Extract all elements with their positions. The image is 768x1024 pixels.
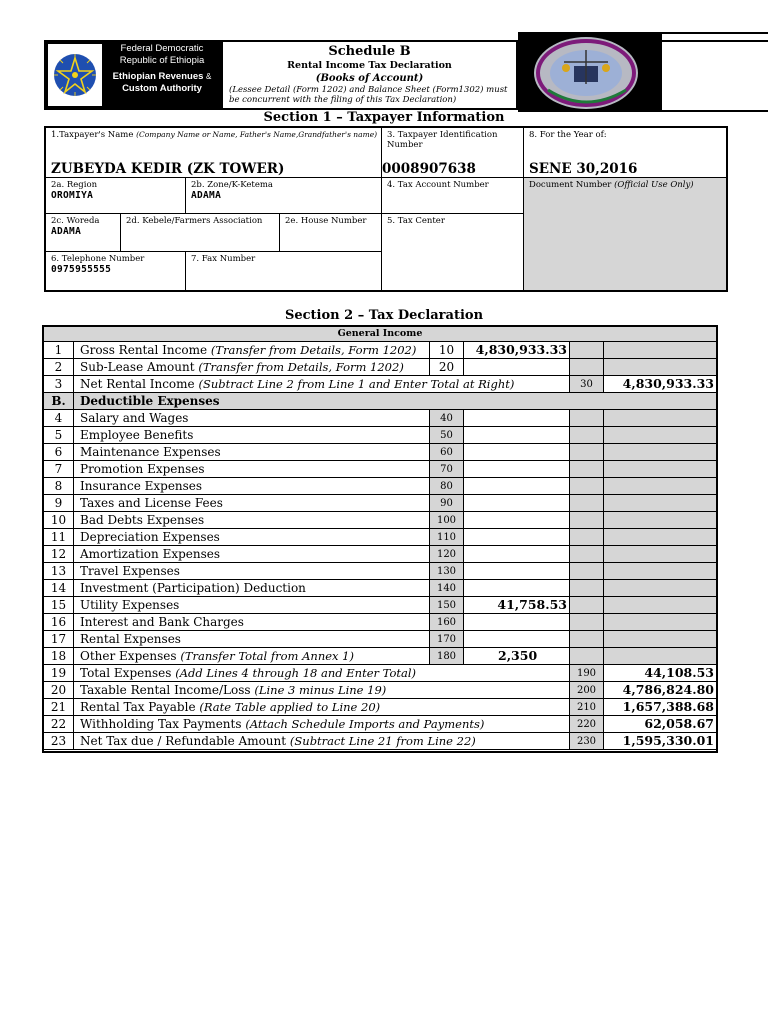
general-income-header: General Income: [44, 327, 716, 342]
shaded-cell: [604, 614, 716, 631]
line-description: [74, 614, 430, 631]
line-label: Rental Tax Payable: [80, 700, 196, 714]
shaded-cell: [604, 359, 716, 376]
line-number: 9: [44, 495, 74, 512]
shaded-cell: [604, 444, 716, 461]
line-code: 150: [430, 597, 464, 614]
line-description: [74, 563, 430, 580]
shaded-cell: [570, 529, 604, 546]
agency-name-1: Ethiopian Revenues: [112, 71, 204, 82]
line-code: 40: [430, 410, 464, 427]
line-number: 21: [44, 699, 74, 716]
region-cell[interactable]: [46, 178, 186, 214]
shaded-cell: [570, 546, 604, 563]
line-code: 20: [430, 359, 464, 376]
taxpayer-name-hint: (Company Name or Name, Father's Name,Grandfather's name): [136, 130, 378, 139]
books-of-account: (Books of Account): [315, 73, 424, 84]
line-row-22: [44, 716, 716, 733]
tax-center-cell[interactable]: [382, 214, 524, 290]
line-number: 8: [44, 478, 74, 495]
house-number-cell[interactable]: [280, 214, 382, 252]
line-row-10: [44, 512, 716, 529]
line-row-17: [44, 631, 716, 648]
line-description: [74, 733, 570, 750]
line-description: [74, 376, 570, 393]
woreda-value: ADAMA: [51, 226, 82, 237]
line-label: Withholding Tax Payments: [80, 717, 242, 731]
taxpayer-name-cell[interactable]: [46, 128, 382, 178]
form-title: Rental Income Tax Declaration: [287, 60, 452, 71]
line-amount-field[interactable]: 2,350: [464, 648, 570, 665]
line-hint: (Line 3 minus Line 19): [254, 683, 387, 697]
shaded-cell: [604, 342, 716, 359]
line-number: 17: [44, 631, 74, 648]
line-number: 22: [44, 716, 74, 733]
line-amount-field[interactable]: [464, 410, 570, 427]
tax-account-label: 4. Tax Account Number: [387, 180, 489, 190]
shaded-cell: [570, 512, 604, 529]
line-row-8: [44, 478, 716, 495]
line-code: 70: [430, 461, 464, 478]
tin-cell[interactable]: [382, 128, 524, 178]
line-label: Taxable Rental Income/Loss: [80, 683, 251, 697]
telephone-cell[interactable]: [46, 252, 186, 290]
house-number-label: 2e. House Number: [285, 216, 367, 226]
form-title-block: [222, 40, 518, 110]
line-label: Other Expenses: [80, 649, 177, 663]
taxpayer-name-value: ZUBEYDA KEDIR (ZK TOWER): [51, 161, 285, 177]
taxpayer-information-box: [44, 126, 728, 292]
shaded-cell: [604, 648, 716, 665]
line-label: Taxes and License Fees: [80, 496, 223, 510]
line-number: 13: [44, 563, 74, 580]
line-label: Interest and Bank Charges: [80, 615, 244, 629]
zone-label: 2b. Zone/K-Ketema: [191, 180, 273, 190]
line-amount-field[interactable]: 4,830,933.33: [464, 342, 570, 359]
line-amount-field[interactable]: [464, 359, 570, 376]
line-description: [74, 699, 570, 716]
line-label: Net Rental Income: [80, 377, 195, 391]
line-description: [74, 461, 430, 478]
schedule-title: Schedule B: [328, 44, 411, 59]
tax-year-cell[interactable]: [524, 128, 726, 178]
line-hint: (Transfer from Details, Form 1202): [210, 343, 417, 357]
section-letter: B.: [44, 393, 74, 410]
line-row-6: [44, 444, 716, 461]
line-code: 220: [570, 716, 604, 733]
shaded-cell: [604, 529, 716, 546]
line-description: [74, 342, 430, 359]
line-label: Total Expenses: [80, 666, 172, 680]
shaded-cell: [570, 614, 604, 631]
line-total-field[interactable]: 4,786,824.80: [604, 682, 716, 699]
line-description: [74, 716, 570, 733]
line-row-16: [44, 614, 716, 631]
agency-name-2: Custom Authority: [122, 83, 202, 94]
line-amount-field[interactable]: [464, 563, 570, 580]
line-total-field[interactable]: 62,058.67: [604, 716, 716, 733]
line-row-4: [44, 410, 716, 427]
line-total-field[interactable]: 44,108.53: [604, 665, 716, 682]
form-header: [44, 40, 728, 110]
line-row-14: [44, 580, 716, 597]
line-label: Promotion Expenses: [80, 462, 205, 476]
line-number: 15: [44, 597, 74, 614]
line-code: 80: [430, 478, 464, 495]
line-amount-field[interactable]: [464, 461, 570, 478]
line-code: 130: [430, 563, 464, 580]
tax-account-cell[interactable]: [382, 178, 524, 214]
official-stamp-box: [660, 32, 768, 112]
line-description: [74, 665, 570, 682]
line-hint: (Add Lines 4 through 18 and Enter Total): [175, 666, 417, 680]
kebele-cell[interactable]: [121, 214, 280, 252]
line-number: 1: [44, 342, 74, 359]
shaded-cell: [570, 597, 604, 614]
line-hint: (Subtract Line 21 from Line 22): [289, 734, 476, 748]
shaded-cell: [604, 495, 716, 512]
shaded-cell: [570, 444, 604, 461]
kebele-label: 2d. Kebele/Farmers Association: [126, 216, 263, 226]
line-amount-field[interactable]: [464, 529, 570, 546]
tin-label: 3. Taxpayer Identification Number: [387, 130, 498, 150]
line-amount-field[interactable]: [464, 495, 570, 512]
line-number: 19: [44, 665, 74, 682]
line-description: [74, 529, 430, 546]
shaded-cell: [570, 342, 604, 359]
line-number: 20: [44, 682, 74, 699]
shaded-cell: [570, 580, 604, 597]
line-number: 16: [44, 614, 74, 631]
doc-number-label: Document Number: [529, 180, 612, 190]
line-amount-field[interactable]: [464, 614, 570, 631]
shaded-cell: [570, 461, 604, 478]
shaded-cell: [570, 478, 604, 495]
shaded-cell: [604, 597, 716, 614]
line-description: [74, 444, 430, 461]
deductible-expenses-title: Deductible Expenses: [74, 393, 716, 410]
line-row-19: [44, 665, 716, 682]
line-code: 50: [430, 427, 464, 444]
line-number: 3: [44, 376, 74, 393]
tin-value: 0008907638: [382, 161, 476, 177]
line-number: 11: [44, 529, 74, 546]
line-label: Gross Rental Income: [80, 343, 208, 357]
line-row-23: [44, 733, 716, 750]
line-label: Employee Benefits: [80, 428, 194, 442]
line-number: 2: [44, 359, 74, 376]
line-total-field[interactable]: 1,595,330.01: [604, 733, 716, 750]
shaded-cell: [570, 410, 604, 427]
line-code: 120: [430, 546, 464, 563]
region-label: 2a. Region: [51, 180, 98, 190]
shaded-cell: [604, 546, 716, 563]
section2-title: Section 2 – Tax Declaration: [284, 308, 484, 323]
line-label: Amortization Expenses: [80, 547, 221, 561]
line-code: 190: [570, 665, 604, 682]
shaded-cell: [604, 563, 716, 580]
line-label: Net Tax due / Refundable Amount: [80, 734, 287, 748]
line-description: [74, 682, 570, 699]
line-label: Rental Expenses: [80, 632, 181, 646]
line-amount-field[interactable]: [464, 444, 570, 461]
line-row-7: [44, 461, 716, 478]
line-code: 140: [430, 580, 464, 597]
zone-value: ADAMA: [191, 190, 222, 201]
line-description: [74, 495, 430, 512]
shaded-cell: [570, 495, 604, 512]
shaded-cell: [570, 631, 604, 648]
woreda-cell[interactable]: [46, 214, 121, 252]
line-code: 210: [570, 699, 604, 716]
telephone-value: 0975955555: [51, 264, 112, 275]
section1-title: Section 1 – Taxpayer Information: [263, 110, 505, 125]
line-hint: (Attach Schedule Imports and Payments): [245, 717, 485, 731]
woreda-label: 2c. Woreda: [51, 216, 100, 226]
line-description: [74, 478, 430, 495]
fax-cell[interactable]: [186, 252, 382, 290]
line-number: 6: [44, 444, 74, 461]
line-row-11: [44, 529, 716, 546]
line-amount-field[interactable]: [464, 580, 570, 597]
agency-line-1: Federal Democratic: [120, 43, 204, 54]
line-row-1: [44, 342, 716, 359]
line-description: [74, 410, 430, 427]
deductible-expenses-header-row: [44, 393, 716, 410]
doc-number-hint: (Official Use Only): [614, 180, 694, 190]
tax-center-label: 5. Tax Center: [387, 216, 445, 226]
line-number: 7: [44, 461, 74, 478]
line-code: 90: [430, 495, 464, 512]
shaded-cell: [604, 478, 716, 495]
line-hint: (Transfer from Details, Form 1202): [198, 360, 404, 374]
document-number-cell: [524, 178, 726, 290]
line-row-2: [44, 359, 716, 376]
line-total-field[interactable]: 1,657,388.68: [604, 699, 716, 716]
filing-note: (Lessee Detail (Form 1202) and Balance Sheet (Form1302) must be concurrent with the filing of this Tax Declaration): [229, 85, 508, 105]
line-row-9: [44, 495, 716, 512]
line-total-field[interactable]: 4,830,933.33: [604, 376, 716, 393]
line-description: [74, 631, 430, 648]
tax-declaration-table: [42, 325, 718, 753]
line-code: 110: [430, 529, 464, 546]
line-label: Sub-Lease Amount: [80, 360, 195, 374]
line-number: 5: [44, 427, 74, 444]
line-row-13: [44, 563, 716, 580]
shaded-cell: [604, 631, 716, 648]
line-description: [74, 427, 430, 444]
line-label: Depreciation Expenses: [80, 530, 220, 544]
line-row-3: [44, 376, 716, 393]
line-code: 60: [430, 444, 464, 461]
line-code: 180: [430, 648, 464, 665]
line-amount-field[interactable]: [464, 546, 570, 563]
shaded-cell: [570, 427, 604, 444]
line-label: Bad Debts Expenses: [80, 513, 205, 527]
line-number: 10: [44, 512, 74, 529]
line-row-15: [44, 597, 716, 614]
tax-year-value: SENE 30,2016: [529, 161, 638, 177]
erca-logo: [518, 32, 660, 112]
shaded-cell: [604, 580, 716, 597]
telephone-label: 6. Telephone Number: [51, 254, 145, 264]
line-hint: (Subtract Line 2 from Line 1 and Enter Total at Right): [198, 377, 515, 391]
line-code: 30: [570, 376, 604, 393]
line-description: [74, 580, 430, 597]
line-code: 160: [430, 614, 464, 631]
line-row-12: [44, 546, 716, 563]
line-amount-field[interactable]: [464, 427, 570, 444]
line-row-18: [44, 648, 716, 665]
line-row-5: [44, 427, 716, 444]
line-label: Salary and Wages: [80, 411, 189, 425]
region-value: OROMIYA: [51, 190, 94, 201]
line-row-20: [44, 682, 716, 699]
line-number: 12: [44, 546, 74, 563]
line-label: Utility Expenses: [80, 598, 180, 612]
zone-cell[interactable]: [186, 178, 382, 214]
line-code: 200: [570, 682, 604, 699]
tax-year-label: 8. For the Year of:: [529, 130, 607, 140]
line-amount-field[interactable]: 41,758.53: [464, 597, 570, 614]
line-label: Maintenance Expenses: [80, 445, 221, 459]
line-amount-field[interactable]: [464, 478, 570, 495]
line-number: 23: [44, 733, 74, 750]
agency-amp: &: [206, 72, 212, 81]
line-amount-field[interactable]: [464, 512, 570, 529]
line-hint: (Rate Table applied to Line 20): [199, 700, 381, 714]
shaded-cell: [570, 359, 604, 376]
line-label: Insurance Expenses: [80, 479, 203, 493]
line-description: [74, 359, 430, 376]
shaded-cell: [570, 563, 604, 580]
line-description: [74, 546, 430, 563]
line-code: 100: [430, 512, 464, 529]
taxpayer-name-label: 1.Taxpayer's Name: [51, 130, 134, 140]
line-label: Travel Expenses: [80, 564, 180, 578]
line-row-21: [44, 699, 716, 716]
line-number: 18: [44, 648, 74, 665]
shaded-cell: [570, 648, 604, 665]
shaded-cell: [604, 427, 716, 444]
line-description: [74, 512, 430, 529]
line-hint: (Transfer Total from Annex 1): [180, 649, 354, 663]
shaded-cell: [604, 410, 716, 427]
fax-label: 7. Fax Number: [191, 254, 256, 264]
line-description: [74, 597, 430, 614]
agency-block: [44, 40, 222, 110]
general-income-header-row: [44, 327, 716, 342]
agency-line-2: Republic of Ethiopia: [119, 55, 205, 66]
line-label: Investment (Participation) Deduction: [80, 581, 306, 595]
line-code: 10: [430, 342, 464, 359]
line-description: [74, 648, 430, 665]
line-code: 230: [570, 733, 604, 750]
line-code: 170: [430, 631, 464, 648]
line-number: 14: [44, 580, 74, 597]
line-amount-field[interactable]: [464, 631, 570, 648]
line-number: 4: [44, 410, 74, 427]
shaded-cell: [604, 512, 716, 529]
shaded-cell: [604, 461, 716, 478]
ethiopia-emblem: [48, 44, 102, 106]
